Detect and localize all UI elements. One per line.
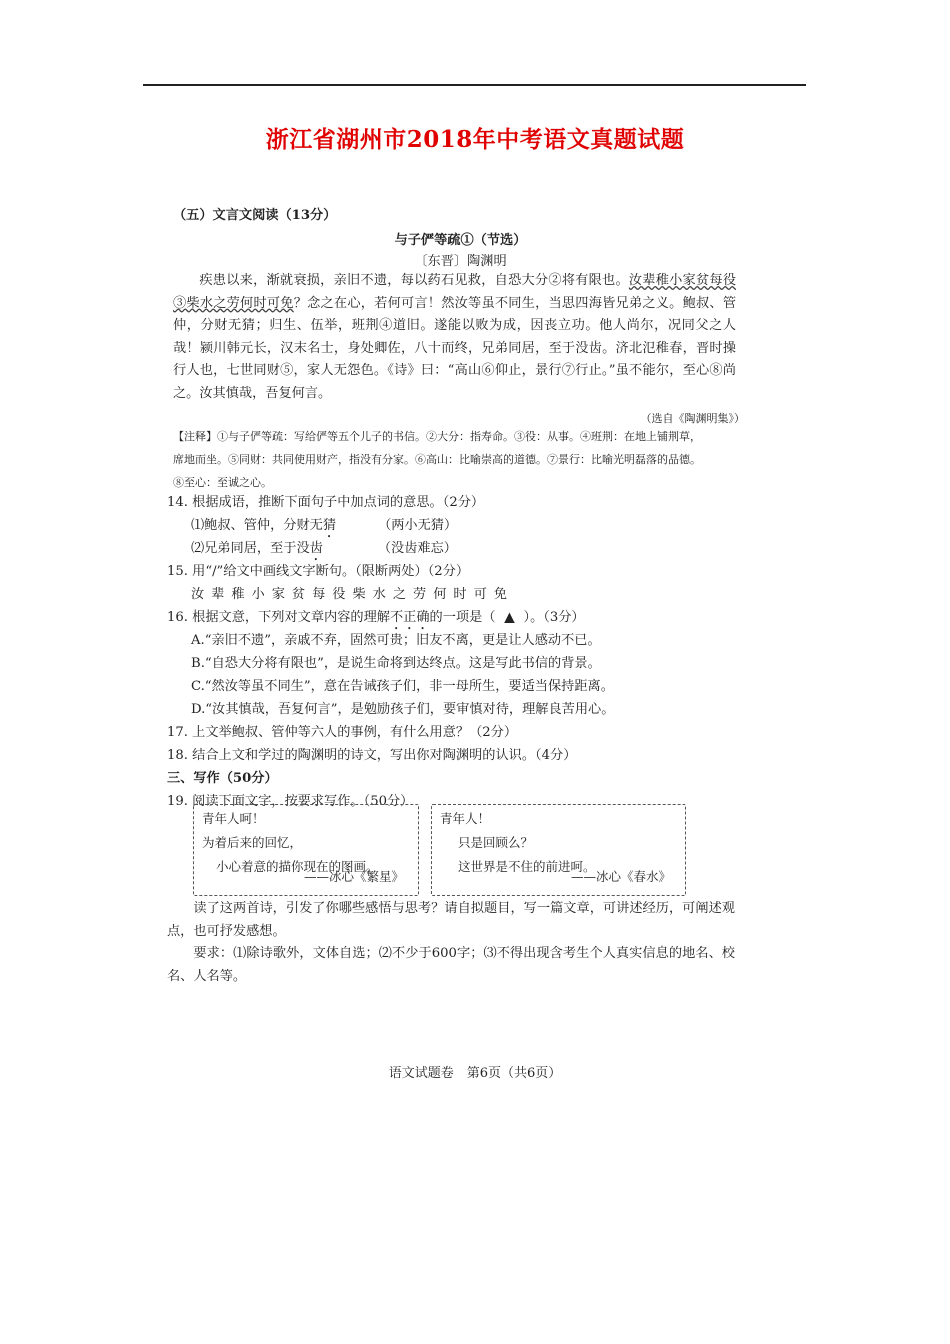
answer-blank-triangle: ▲	[504, 610, 515, 625]
poem2-signature: ——冰心《春水》	[570, 869, 671, 884]
option-b: B.“自恐大分将有限也”，是说生命将到达终点。这是写此书信的背景。	[191, 656, 601, 671]
poem1-line-2: 为着后来的回忆，	[202, 835, 303, 850]
dotted-word-chi: 齿	[309, 541, 323, 556]
question-19: 19. 阅读下面文字，按要求写作。（50分）	[167, 794, 414, 809]
text-title: 与子俨等疏①（节选）	[394, 233, 527, 248]
top-rule	[143, 84, 806, 86]
question-18: 18. 结合上文和学过的陶渊明的诗文，写出你对陶渊明的认识。（4分）	[167, 748, 577, 763]
notes-line-3: ⑧至心：至诚之心。	[173, 476, 272, 489]
section3-heading: 三、写作（50分）	[167, 771, 278, 786]
q15-sentence: 汝辈稚小家贫每役柴水之劳何时可免	[191, 587, 514, 602]
text-author: 〔东晋〕陶渊明	[414, 254, 507, 269]
notes-line-1: 【注释】①与子俨等疏：写给俨等五个儿子的书信。②大分：指寿命。③役：从事。④班荆：在地上铺荆草，	[173, 430, 701, 443]
question-14: 14. 根据成语，推断下面句子中加点词的意思。（2分）	[167, 495, 485, 510]
poem1-signature: ——冰心《繁星》	[303, 869, 404, 884]
dotted-word-cai: 猜	[322, 518, 337, 533]
exam-page-scan	[167, 200, 748, 1000]
page-title: 浙江省湖州市2018年中考语文真题试题	[265, 126, 685, 153]
q14-item-1: ⑴鲍叔、管仲，分财无猜 （两小无猜）	[191, 518, 458, 533]
underlined-sentence: 汝辈稚小家贫每役③柴水之劳何时可免	[173, 273, 737, 311]
question-17: 17. 上文举鲍叔、管仲等六人的事例，有什么用意？（2分）	[167, 725, 518, 740]
section5-heading: （五）文言文阅读（13分）	[173, 208, 337, 223]
text-source: （选自《陶渊明集》）	[640, 412, 745, 425]
option-a: A.“亲旧不遗”，亲戚不弃，固然可贵；旧友不离，更是让人感动不已。	[191, 633, 601, 648]
writing-prompt: 读了这两首诗，引发了你哪些感悟与思考？请自拟题目，写一篇文章，可讲述经历，可阐述观点，也可抒发感想。	[167, 901, 735, 939]
poem1-line-1: 青年人呵！	[202, 811, 265, 826]
q14-item-2: ⑵兄弟同居，至于没齿 （没齿难忘）	[191, 541, 457, 556]
poem2-line-1: 青年人！	[440, 811, 491, 826]
poem-box-fanxing	[193, 804, 419, 896]
poem2-line-2: 只是回顾么？	[458, 835, 534, 850]
writing-requirements: 要求：⑴除诗歌外，文体自选；⑵不少于600字；⑶不得出现含考生个人真实信息的地名、校名、人名等。	[167, 946, 735, 984]
poem1-line-3: 小心着意的描你现在的图画。	[216, 859, 379, 874]
classical-text	[173, 270, 736, 405]
text-part-2: ？念之在心，若何可言！然汝等虽不同生，当思四海皆兄弟之义。鲍叔、管仲，分财无猜；归生、伍举，班荆④道旧。遂能以败为成，因丧立功。他人尚尔，况同父之人哉！颍川韩元长，汉末名士，身处卿佐，八十而终，兄弟同居，至于没齿。济北氾稚春，晋时操行人也，七世同财⑤，家人无怨色。《诗》曰：“高山⑥仰止，景行⑦行止。”虽不能尔，至心⑧尚之。汝其慎哉，吾复何言。	[173, 295, 737, 401]
question-15: 15. 用“/”给文中画线文字断句。（限断两处）（2分）	[167, 564, 470, 579]
text-part-1: 疾患以来，渐就衰损，亲旧不遗，每以药石见救，自恐大分②将有限也。	[199, 273, 629, 288]
poem-box-chunshui	[431, 804, 686, 896]
option-d: D.“汝其慎哉，吾复何言”，是勉励孩子们，要审慎对待，理解良苦用心。	[191, 702, 615, 717]
page-footer: 语文试题卷 第6页（共6页）	[388, 1066, 562, 1081]
notes-line-2: 席地而坐。⑤同财：共同使用财产，指没有分家。⑥高山：比喻崇高的道德。⑦景行：比喻光明磊落的品德。	[173, 453, 701, 466]
poem2-line-3: 这世界是不住的前进呵。	[458, 859, 596, 874]
option-c: C.“然汝等虽不同生”，意在告诫孩子们，非一母所生，要适当保持距离。	[191, 679, 614, 694]
question-16: 16. 根据文意，下列对文章内容的理解不正确的一项是（ ▲ ）。（3分）	[167, 610, 585, 625]
